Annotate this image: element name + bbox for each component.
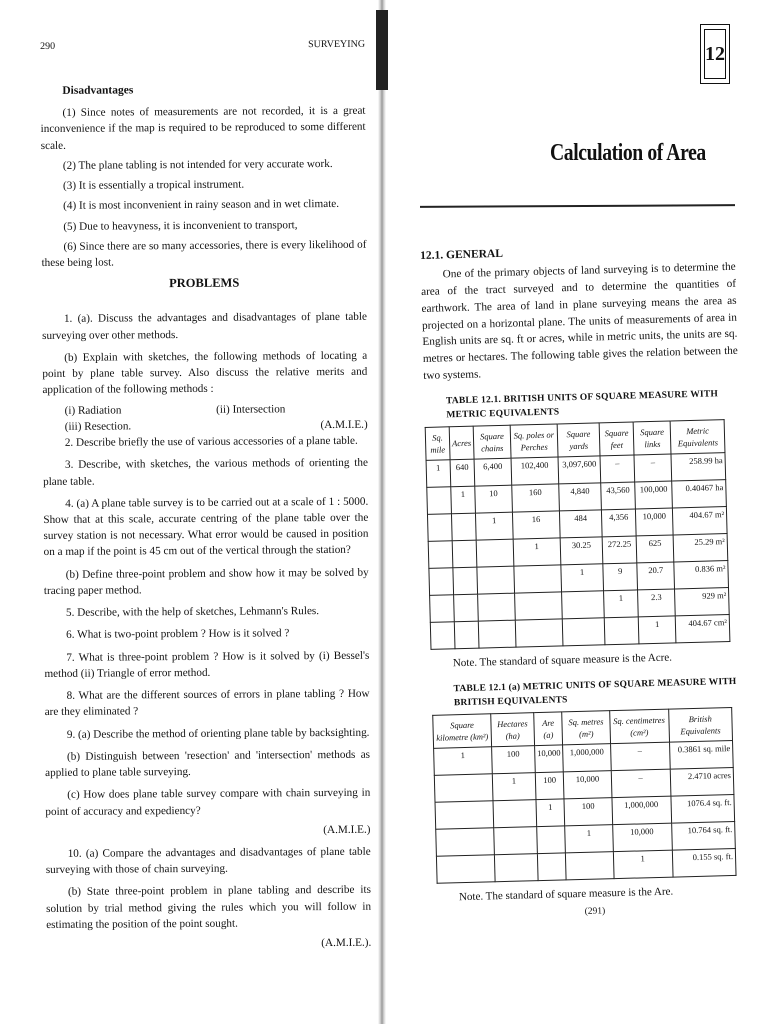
table-cell: 1,000,000 xyxy=(563,744,611,772)
table-cell: 160 xyxy=(512,484,560,512)
table-cell xyxy=(451,513,476,541)
problem-9c: (c) How does plane table survey compare with chain surveying in point of accuracy and expediency? xyxy=(45,786,371,818)
problem-7: 7. What is three-point problem ? How is it solved by (i) Bessel's method (ii) Triangle of error method. xyxy=(44,649,370,680)
disadvantage-item: (3) It is essentially a tropical instrument. xyxy=(62,178,245,192)
column-header: Sq. poles or Perches xyxy=(510,424,558,458)
table-cell xyxy=(477,566,515,594)
table-cell: 10 xyxy=(475,486,513,514)
table-british-units xyxy=(425,419,731,650)
table-cell: 30.25 xyxy=(560,537,603,565)
chapter-number: 12 xyxy=(704,29,726,79)
table-cell: – xyxy=(610,742,670,771)
column-header: Metric Equivalents xyxy=(671,420,725,454)
column-header: Square links xyxy=(633,421,671,455)
table2-caption: TABLE 12.1 (a) METRIC UNITS OF SQUARE MEASURE WITH BRITISH EQUIVALENTS xyxy=(453,676,737,709)
problem-1a: 1. (a). Discuss the advantages and disadvantages of plane table surveying over other methods. xyxy=(42,311,367,342)
problem-6: 6. What is two-point problem ? How is it solved ? xyxy=(66,627,290,642)
gutter-shadow xyxy=(376,10,388,90)
problem-8: 8. What are the different sources of errors in plane tabling ? How are they eliminated ? xyxy=(44,687,370,719)
disadvantage-item: (5) Due to heavyness, it is inconvenient to transport, xyxy=(63,218,298,233)
table-cell: 404.67 m² xyxy=(673,507,727,535)
problem-1b: (b) Explain with sketches, the following methods of locating a point by plane table survey. Also discuss the relative merits and application of the following methods : xyxy=(42,349,368,397)
table-cell xyxy=(428,541,453,569)
table-cell: 1 xyxy=(475,512,513,540)
table-cell: 1 xyxy=(451,486,476,514)
column-header: British Equivalents xyxy=(668,708,732,743)
column-header: Acres xyxy=(449,426,474,460)
table-cell: 1 xyxy=(565,825,613,853)
problem-1b-options xyxy=(43,400,368,419)
table-cell: 16 xyxy=(512,511,560,539)
problem-10b: (b) State three-point problem in plane tabling and describe its solution by trial method giving the rules which you will follow in estimating the position of the point sought. xyxy=(46,884,372,931)
table-cell: 2.4710 acres xyxy=(670,768,734,797)
table-cell xyxy=(453,567,478,595)
table-cell xyxy=(454,594,479,622)
table-cell xyxy=(562,618,605,646)
table-cell: 4,840 xyxy=(559,483,602,511)
table-metric-units xyxy=(432,707,736,884)
table-cell xyxy=(435,801,494,830)
table-cell xyxy=(494,854,538,882)
section-text: One of the primary objects of land surveying is to determine the area of the tract surveyed and to determine the quantities of earthwork. The area of land in plane surveying means the area as projected on a horizontal plane. The units of measurements of area in English units are sq. ft or acres, while in metric units, the units are sq. metres or hectares. The following table gives the relation between the two systems. xyxy=(420,260,738,382)
running-head-title: SURVEYING xyxy=(308,38,366,51)
table-cell xyxy=(478,593,516,621)
table-cell: 1 xyxy=(492,773,536,801)
problem-3: 3. Describe, with sketches, the various methods of orienting the plane table. xyxy=(43,457,369,488)
table-cell: 10.764 sq. ft. xyxy=(671,822,735,851)
column-header: Square kilometre (km²) xyxy=(433,714,492,749)
table-cell: 9 xyxy=(603,563,637,591)
table-cell: 0.155 sq. ft. xyxy=(672,849,736,878)
table-cell: 1 xyxy=(536,799,565,827)
table-cell xyxy=(514,565,562,593)
problem-10a: 10. (a) Compare the advantages and disadvantages of plane table surveying with those of chain surveying. xyxy=(45,845,371,877)
table-cell: 10,000 xyxy=(635,508,673,536)
table-cell xyxy=(537,826,566,854)
table-cell xyxy=(494,827,538,855)
problems-heading: PROBLEMS xyxy=(169,275,240,291)
table-cell xyxy=(452,540,477,568)
right-page-number: (291) xyxy=(584,906,606,917)
column-header: Square feet xyxy=(599,422,633,456)
table-cell: 404.67 cm² xyxy=(676,615,730,643)
table2-note: Note. The standard of square measure is the Are. xyxy=(458,885,674,904)
disadvantages-heading: Disadvantages xyxy=(62,83,134,97)
column-header: Hectares (ha) xyxy=(491,713,535,747)
table-cell: 1,000,000 xyxy=(612,796,672,825)
table-cell: 3,097,600 xyxy=(558,456,601,484)
problem-5: 5. Describe, with the help of sketches, Lehmann's Rules. xyxy=(65,605,320,619)
left-page-number: 290 xyxy=(40,40,56,52)
table-cell: 25.29 m² xyxy=(674,534,728,562)
table-cell: 0.3861 sq. mile xyxy=(669,741,733,770)
disadvantage-item: (2) The plane tabling is not intended for very accurate work. xyxy=(62,157,333,172)
table-cell xyxy=(430,595,455,623)
table-cell: 2.3 xyxy=(638,589,676,617)
table-cell: 1 xyxy=(638,616,676,644)
table-cell xyxy=(434,774,493,803)
disadvantage-item: (1) Since notes of measurements are not recorded, it is a great inconvenience if the map is required to be reproduced to some different scale. xyxy=(40,104,366,152)
problem-2: 2. Describe briefly the use of various accessories of a plane table. xyxy=(64,434,358,449)
table-cell: 929 m² xyxy=(675,588,729,616)
column-header: Are (a) xyxy=(534,712,564,746)
chapter-title: Calculation of Area xyxy=(550,140,706,166)
chapter-number-box xyxy=(700,24,730,84)
column-header: Square chains xyxy=(473,426,511,460)
column-header: Sq. centimetres (cm²) xyxy=(609,709,669,744)
table-cell: 100 xyxy=(564,798,612,826)
problem-4a: 4. (a) A plane table survey is to be carried out at a scale of 1 : 5000. Show that at this scale, accurate centring of the plane table over the survey station is not necessary. What error would be caused in position on a map if the point is 45 cm out of the vertical through the station? xyxy=(43,495,369,559)
table-cell: 100 xyxy=(492,746,536,774)
table-cell: 100,000 xyxy=(635,481,673,509)
option-resection: (iii) Resection. xyxy=(64,420,132,433)
option-intersection: (ii) Intersection xyxy=(216,402,286,416)
book-gutter xyxy=(378,0,386,1024)
table-cell: 1 xyxy=(434,747,493,776)
table-cell: – xyxy=(600,455,634,483)
table-cell xyxy=(493,800,537,828)
table-cell xyxy=(430,622,455,650)
left-running-head xyxy=(40,38,365,55)
section-heading: 12.1. GENERAL xyxy=(420,247,504,262)
table-cell: 100 xyxy=(535,772,564,800)
table-cell xyxy=(605,617,639,645)
table-cell: 4,356 xyxy=(602,509,636,537)
problem-9a: 9. (a) Describe the method of orienting plane table by backsighting. xyxy=(66,726,370,741)
table-cell: 20.7 xyxy=(637,562,675,590)
table-cell xyxy=(427,487,452,515)
table-cell: 1 xyxy=(426,460,451,488)
table-cell: – xyxy=(611,769,671,798)
table-cell xyxy=(561,591,604,619)
problem-4b: (b) Define three-point problem and show how it may be solved by tracing paper method. xyxy=(43,566,369,597)
table-cell xyxy=(515,619,563,647)
table-cell xyxy=(566,852,614,880)
table-cell: 102,400 xyxy=(511,457,559,485)
problem-9b: (b) Distinguish between 'resection' and 'intersection' methods as applied to plane table surveying. xyxy=(45,748,371,780)
table-cell xyxy=(427,514,452,542)
table-cell xyxy=(537,853,566,881)
table-cell: 43,560 xyxy=(601,482,635,510)
right-page xyxy=(420,240,753,923)
table-cell: 1 xyxy=(604,590,638,618)
chapter-rule xyxy=(420,204,735,208)
table-cell xyxy=(476,539,514,567)
table-cell: 6,400 xyxy=(474,459,512,487)
amie-tag: (A.M.I.E.) xyxy=(320,418,368,431)
table-cell: 0.836 m² xyxy=(674,561,728,589)
table-cell xyxy=(454,621,479,649)
table-cell: 484 xyxy=(559,510,602,538)
amie-tag: (A.M.I.E.). xyxy=(321,936,372,950)
table-cell: 1 xyxy=(561,564,604,592)
table-cell: 272.25 xyxy=(602,536,636,564)
column-header: Square yards xyxy=(557,423,600,457)
column-header: Sq. mile xyxy=(425,427,450,461)
table-cell xyxy=(515,592,563,620)
table-cell: 10,000 xyxy=(612,823,672,852)
table-cell: 10,000 xyxy=(534,745,563,773)
table1-note: Note. The standard of square measure is the Acre. xyxy=(452,651,673,670)
option-radiation: (i) Radiation xyxy=(64,404,122,417)
table-cell xyxy=(478,620,516,648)
table-cell: – xyxy=(634,454,672,482)
table-cell xyxy=(429,568,454,596)
table-cell xyxy=(436,855,495,884)
table-cell: 1076.4 sq. ft. xyxy=(671,795,735,824)
disadvantage-item: (4) It is most inconvenient in rainy season and in wet climate. xyxy=(63,198,340,213)
amie-tag: (A.M.I.E.) xyxy=(323,823,371,836)
table-cell xyxy=(436,828,495,857)
left-page xyxy=(40,38,371,958)
disadvantage-item: (6) Since there are so many accessories, there is every likelihood of these being lost. xyxy=(41,238,367,270)
column-header: Sq. metres (m²) xyxy=(562,711,610,745)
table-cell: 640 xyxy=(450,459,475,487)
table-cell: 625 xyxy=(636,535,674,563)
table-cell: 0.40467 ha xyxy=(672,480,726,508)
table-cell: 258.99 ha xyxy=(671,453,725,481)
table-cell: 1 xyxy=(513,538,561,566)
table-cell: 10,000 xyxy=(564,771,612,799)
table1-caption: TABLE 12.1. BRITISH UNITS OF SQUARE MEASURE WITH METRIC EQUIVALENTS xyxy=(445,389,719,421)
table-cell: 1 xyxy=(613,850,673,879)
